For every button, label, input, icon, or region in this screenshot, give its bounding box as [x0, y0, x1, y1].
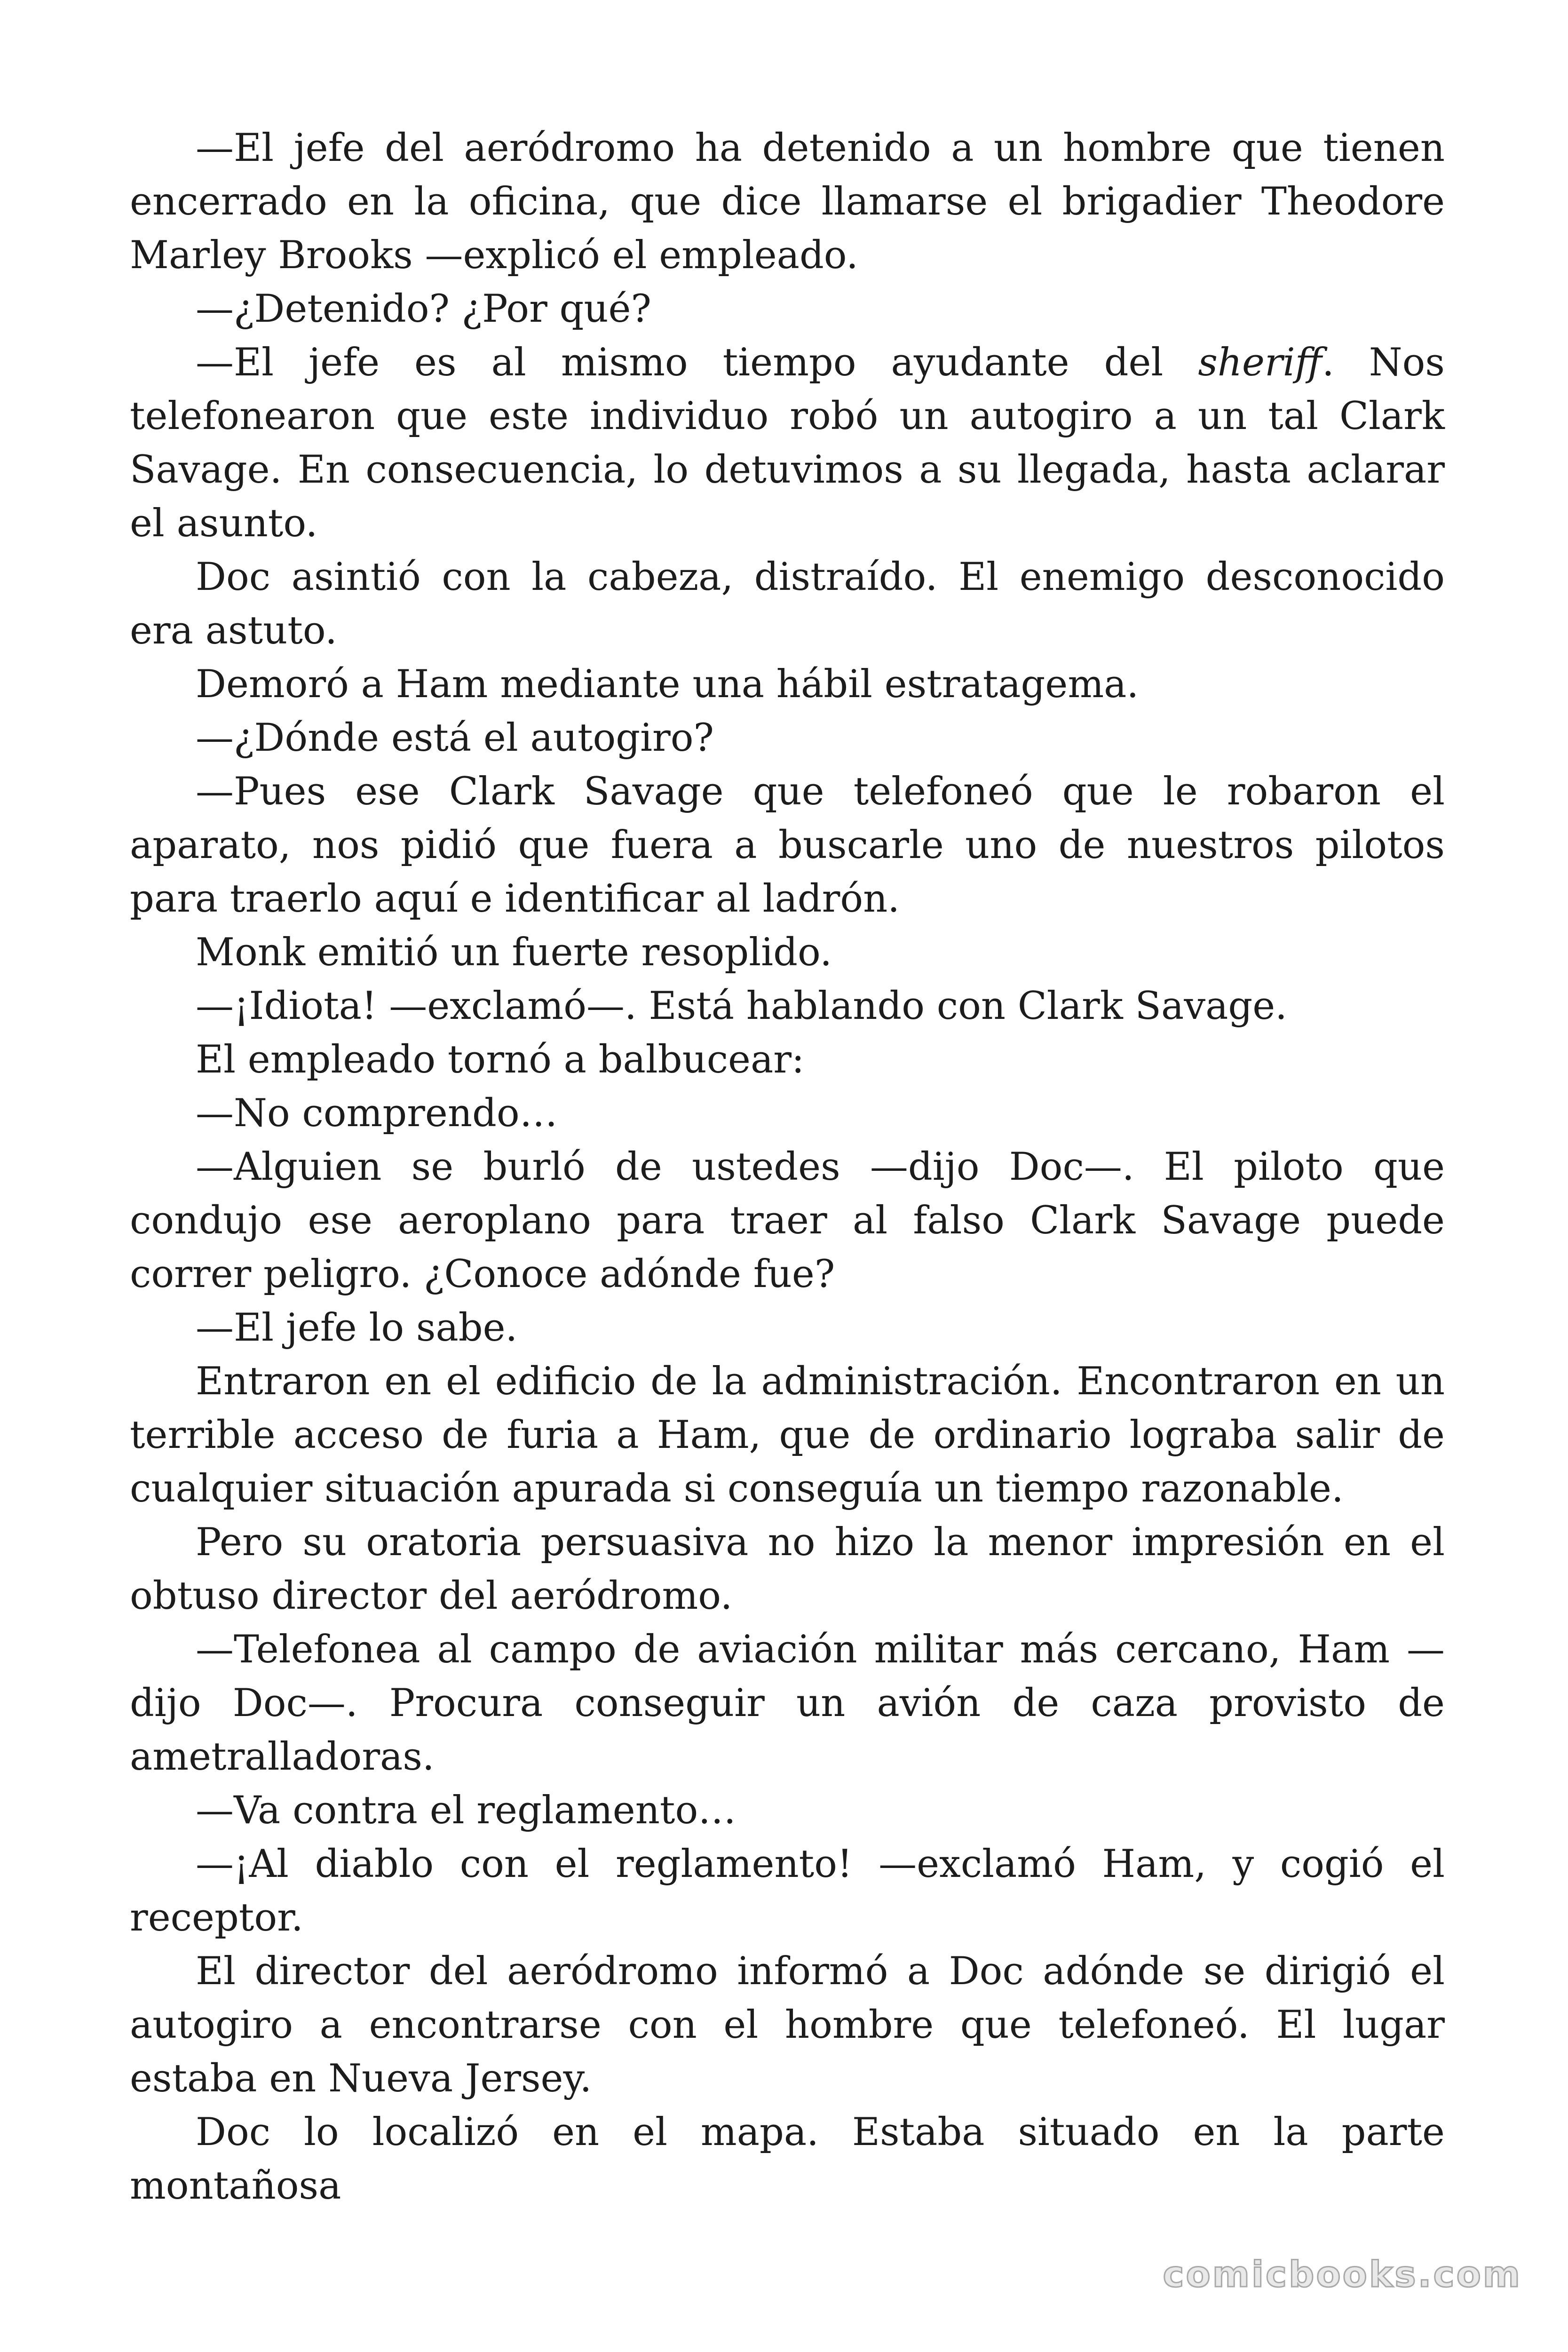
paragraph: —¿Detenido? ¿Por qué?: [196, 287, 651, 331]
paragraph: —¿Dónde está el autogiro?: [196, 716, 714, 760]
paragraph: —El jefe del aeródromo ha detenido a un hombre que tienen encerrado en la oficina, que dice llamarse el brigadier Theodore Marley Brooks —explicó el empleado.: [130, 126, 1445, 278]
paragraph: —¡Idiota! —exclamó—. Está hablando con Clark Savage.: [196, 984, 1287, 1028]
paragraph: —Pues ese Clark Savage que telefoneó que le robaron el aparato, nos pidió que fuera a buscarle uno de nuestros pilotos para traerlo aquí e identificar al ladrón.: [130, 770, 1445, 921]
paragraph: —Alguien se burló de ustedes —dijo Doc—. El piloto que condujo ese aeroplano para traer al falso Clark Savage puede correr peligro. ¿Conoce adónde fue?: [130, 1145, 1445, 1296]
paragraph: Monk emitió un fuerte resoplido.: [196, 930, 832, 975]
paragraph: —No comprendo…: [196, 1091, 558, 1136]
paragraph: Doc asintió con la cabeza, distraído. El enemigo desconocido era astuto.: [130, 555, 1445, 653]
paragraph: [130, 336, 1445, 550]
paragraph: Doc lo localizó en el mapa. Estaba situado en la parte montañosa: [130, 2110, 1445, 2208]
paragraph: —Va contra el reglamento…: [196, 1788, 736, 1833]
watermark: comicbooks.com: [1163, 2253, 1522, 2295]
italic-word: sheriff: [1198, 341, 1322, 385]
paragraph-text: —El jefe es al mismo tiempo ayudante del: [196, 341, 1198, 385]
paragraph-text: . Nos telefonearon que este individuo robó un autogiro a un tal Clark Savage. En consecuencia, lo detuvimos a su llegada, hasta aclarar el asunto.: [130, 341, 1445, 546]
paragraph: —El jefe lo sabe.: [196, 1306, 518, 1350]
paragraph: —Telefonea al campo de aviación militar más cercano, Ham —dijo Doc—. Procura conseguir un avión de caza provisto de ametralladoras.: [130, 1628, 1445, 1779]
body-text: [130, 121, 1445, 2213]
paragraph: Demoró a Ham mediante una hábil estratagema.: [196, 662, 1139, 707]
paragraph: Pero su oratoria persuasiva no hizo la menor impresión en el obtuso director del aeródromo.: [130, 1520, 1445, 1618]
paragraph: —¡Al diablo con el reglamento! —exclamó Ham, y cogió el receptor.: [130, 1842, 1445, 1940]
paragraph: El director del aeródromo informó a Doc adónde se dirigió el autogiro a encontrarse con el hombre que telefoneó. El lugar estaba en Nueva Jersey.: [130, 1949, 1445, 2101]
paragraph: Entraron en el edificio de la administración. Encontraron en un terrible acceso de furia a Ham, que de ordinario lograba salir de cualquier situación apurada si conseguía un tiempo razonable.: [130, 1359, 1445, 1511]
paragraph: El empleado tornó a balbucear:: [196, 1038, 805, 1082]
